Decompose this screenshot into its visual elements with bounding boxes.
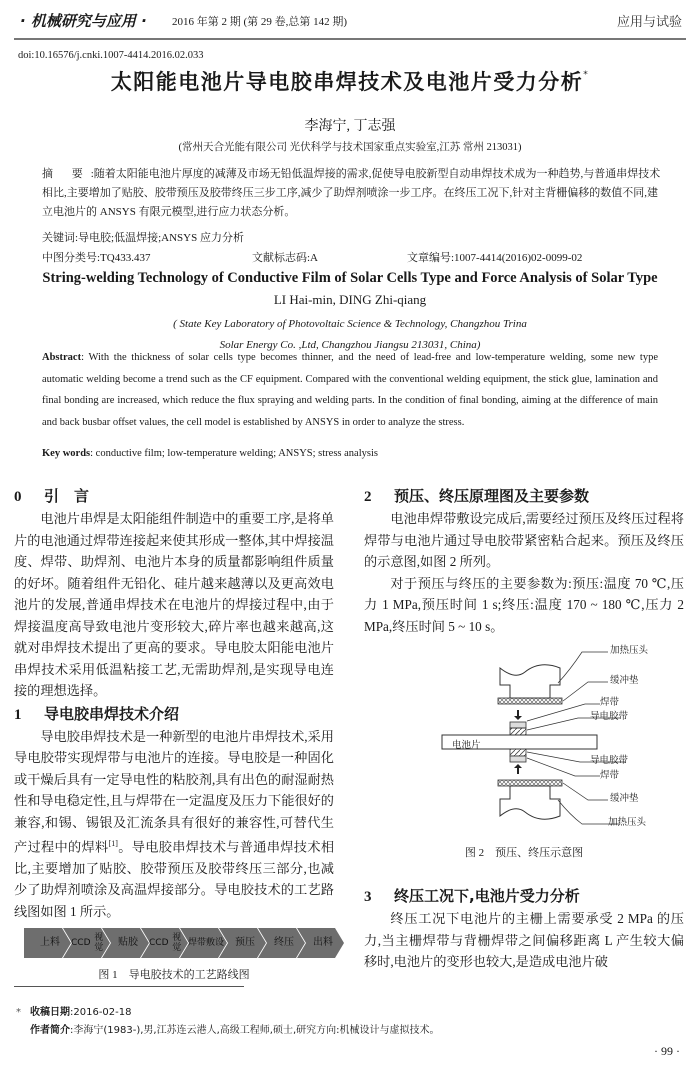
section-title: 导电胶串焊技术介绍 xyxy=(44,704,180,723)
label-ribbon-bottom: 焊带 xyxy=(600,770,620,781)
step-line-2: 视觉 xyxy=(94,933,104,953)
section-name: 应用与试验 xyxy=(616,14,682,29)
label-heating-head-bottom: 加热压头 xyxy=(608,817,647,828)
bio-label: 作者简介 xyxy=(30,1025,70,1036)
authors-cn: 李海宁, 丁志强 xyxy=(304,119,396,134)
affiliation-en-line1: ( State Key Laboratory of Photovoltaic Science & Technology, Changzhou Trina xyxy=(173,318,527,330)
process-step xyxy=(297,928,343,958)
keywords-en xyxy=(42,448,378,459)
bio-text: :李海宁(1983-),男,江苏连云港人,高级工程师,硕士,研究方向:机械设计与虚拟技术。 xyxy=(70,1025,440,1036)
title-footnote-mark: * xyxy=(583,70,590,80)
paragraph: 电池片串焊是太阳能组件制造中的重要工序,是将单片的电池通过焊带连接起来使其形成一整体,其中焊接温度、焊带、助焊剂、电池片本身的质量都影响组件质量的好坏。随着组件无铅化、硅片越来越薄以及更高效电池片的发展,普通串焊技术在电池片的焊接过程中,由于焊接温度高导致电池片变形较大,碎片率也越来越高,这就对串焊技术提出了更高的要求。导电胶太阳能电池片串焊技术采用低温粘接工艺,无需助焊剂,是实现导电连接的理想选择。 xyxy=(14,511,334,698)
paragraph xyxy=(14,726,334,923)
document-code: 文献标志码:A xyxy=(252,252,318,264)
bottom-buffer-pad xyxy=(498,780,562,786)
keywords-en-label: Key words xyxy=(42,448,91,459)
top-heating-head xyxy=(500,665,560,698)
paragraph-text: 导电胶串焊技术是一种新型的电池片串焊技术,采用导电胶带实现焊带与电池片的连接。导电胶是一种固化或干燥后具有一定导电性的粘胶剂,具有出色的耐湿耐热性和导电稳定性,且与焊带在一定温度及压力下能很好的兼容,和锡、锡银及汇流条具有很好的兼容性,可替代生产过程中的焊料 xyxy=(14,728,334,855)
left-column xyxy=(14,484,334,922)
section-number: 3 xyxy=(364,889,372,905)
abstract-cn-label: 摘 要 xyxy=(42,168,91,180)
abstract-en-text: : With the thickness of solar cells type becomes thinner, and the need of lead-free and low-temperature welding, some new type automatic welding become a trend such as the CF equipment. Compared with the conventional welding equipment, the stick glue, lamination and final bonding are increased, which reduce the flux spraying and welding parts. In the condition of final bonding, aiming at the difference of main and back busbar offset values, the cell model is established by ANSYS in order to analyze the stress. xyxy=(42,352,658,428)
section-heading-3 xyxy=(364,884,684,908)
figure-2-diagram xyxy=(430,640,670,850)
journal-name: · 机械研究与应用 · xyxy=(20,12,147,30)
footnote-rule xyxy=(14,986,244,987)
step-line-1: 出料 xyxy=(313,937,333,948)
article-number: 文章编号:1007-4414(2016)02-0099-02 xyxy=(407,252,583,264)
footnote-mark: * xyxy=(16,1007,21,1018)
up-arrow-icon xyxy=(514,764,522,774)
running-head xyxy=(20,8,682,32)
page-title xyxy=(0,66,700,96)
step-line-2: 视觉 xyxy=(172,933,182,953)
section-number: 0 xyxy=(14,489,22,505)
abstract-cn-text: :随着太阳能电池片厚度的减薄及市场无铅低温焊接的需求,促使导电胶新型自动串焊技术成为一种趋势,与普通串焊技术相比,主要增加了贴胶、胶带预压及胶带终压三步工序,减少了助焊剂喷涂一步工序。在终压工况下,针对主背栅偏移的数值不同,建立电池片的 ANSYS 有限元模型,进行应力状态分析。 xyxy=(42,168,661,218)
title-en: String-welding Technology of Conductive Film of Solar Cells Type and Force Analysis of Solar Type xyxy=(42,270,658,286)
label-ribbon-top: 焊带 xyxy=(600,697,620,708)
step-line-1: 终压 xyxy=(274,937,294,948)
authors-en: LI Hai-min, DING Zhi-qiang xyxy=(273,292,427,307)
top-buffer-pad xyxy=(498,698,562,704)
step-line-2: 敷设 xyxy=(206,938,225,948)
doi[interactable]: doi:10.16576/j.cnki.1007-4414.2016.02.033 xyxy=(18,50,204,61)
paragraph: 终压工况下电池片的主栅上需要承受 2 MPa 的压力,当主栅焊带与背栅焊带之间偏移距离 L 产生较大偏移时,电池片的变形也较大,是造成电池片破 xyxy=(364,911,684,969)
process-step-label xyxy=(305,928,341,958)
section-heading-2 xyxy=(364,484,684,508)
step-line-1: 贴胶 xyxy=(118,937,138,948)
step-line-1: CCD xyxy=(71,938,91,948)
section-title: 终压工况下,电池片受力分析 xyxy=(394,887,580,905)
abstract-en xyxy=(42,347,658,433)
step-line-1: 上料 xyxy=(40,937,60,948)
received-label: 收稿日期 xyxy=(30,1007,70,1018)
author-bio xyxy=(30,1022,440,1040)
label-heating-head-top: 加热压头 xyxy=(610,645,649,656)
label-cell: 电池片 xyxy=(452,740,481,751)
section-number: 1 xyxy=(14,706,22,723)
top-ribbon xyxy=(510,722,526,728)
section-title: 预压、终压原理图及主要参数 xyxy=(394,487,590,505)
figure-1-process-flow xyxy=(24,928,344,958)
affiliation-en-line2: Solar Energy Co. ,Ltd, Changzhou Jiangsu 213031, China) xyxy=(219,339,481,351)
classification-number: 中图分类号:TQ433.437 xyxy=(42,252,151,264)
section-3-block xyxy=(364,884,684,973)
affiliation-cn: (常州天合光能有限公司 光伏科学与技术国家重点实验室,江苏 常州 213031) xyxy=(178,142,522,153)
figure-2-caption: 图 2 预压、终压示意图 xyxy=(464,847,584,859)
received-value: :2016-02-18 xyxy=(70,1007,132,1018)
step-line-1: 预压 xyxy=(235,937,255,948)
label-buffer-pad-top: 缓冲垫 xyxy=(610,675,639,686)
bottom-ribbon xyxy=(510,756,526,762)
down-arrow-icon xyxy=(514,710,522,720)
received-date xyxy=(16,1004,440,1022)
header-rule xyxy=(14,38,686,40)
title-text: 太阳能电池片导电胶串焊技术及电池片受力分析 xyxy=(110,70,584,94)
figure-1-caption: 图 1 导电胶技术的工艺路线图 xyxy=(98,969,250,981)
step-line-1: CCD xyxy=(149,938,169,948)
label-buffer-pad-bottom: 缓冲垫 xyxy=(610,793,639,804)
section-title: 引 言 xyxy=(44,487,90,505)
citation-ref[interactable]: [1] xyxy=(108,839,118,848)
abstract-en-label: Abstract xyxy=(42,352,82,363)
paragraph: 电池串焊带敷设完成后,需要经过预压及终压过程将焊带与电池片通过导电胶带紧密粘合起来。预压及终压的示意图,如图 2 所列。 xyxy=(364,511,684,569)
abstract-cn xyxy=(42,165,667,222)
issue-info: 2016 年第 2 期 (第 29 卷,总第 142 期) xyxy=(172,16,348,28)
section-number: 2 xyxy=(364,489,372,505)
top-conductive-film xyxy=(510,728,526,735)
keywords-en-text: : conductive film; low-temperature welding; ANSYS; stress analysis xyxy=(90,448,378,459)
right-column xyxy=(364,484,684,637)
label-film-bottom: 导电胶带 xyxy=(590,755,629,766)
label-film-top: 导电胶带 xyxy=(590,711,629,722)
section-heading-1 xyxy=(14,702,334,726)
bottom-conductive-film xyxy=(510,749,526,756)
page-number: · 99 · xyxy=(654,1044,680,1058)
section-heading-0 xyxy=(14,484,334,508)
step-line-1: 焊带 xyxy=(188,938,207,948)
keywords-cn: 关键词:导电胶;低温焊接;ANSYS 应力分析 xyxy=(42,232,244,244)
footnotes xyxy=(16,1004,440,1040)
paragraph: 对于预压与终压的主要参数为:预压:温度 70 ℃,压力 1 MPa,预压时间 1 s;终压:温度 170 ~ 180 ℃,压力 2 MPa,终压时间 5 ~ 10 s。 xyxy=(364,575,684,634)
paragraph-text: 。导电胶串焊技术与普通串焊技术相比,主要增加了贴胶、胶带预压及胶带终压三部分,也减少了助焊剂喷涂及高温焊接部分。导电胶技术的工艺路线图如图 1 所示。 xyxy=(14,839,335,919)
bottom-heating-head xyxy=(500,786,560,819)
